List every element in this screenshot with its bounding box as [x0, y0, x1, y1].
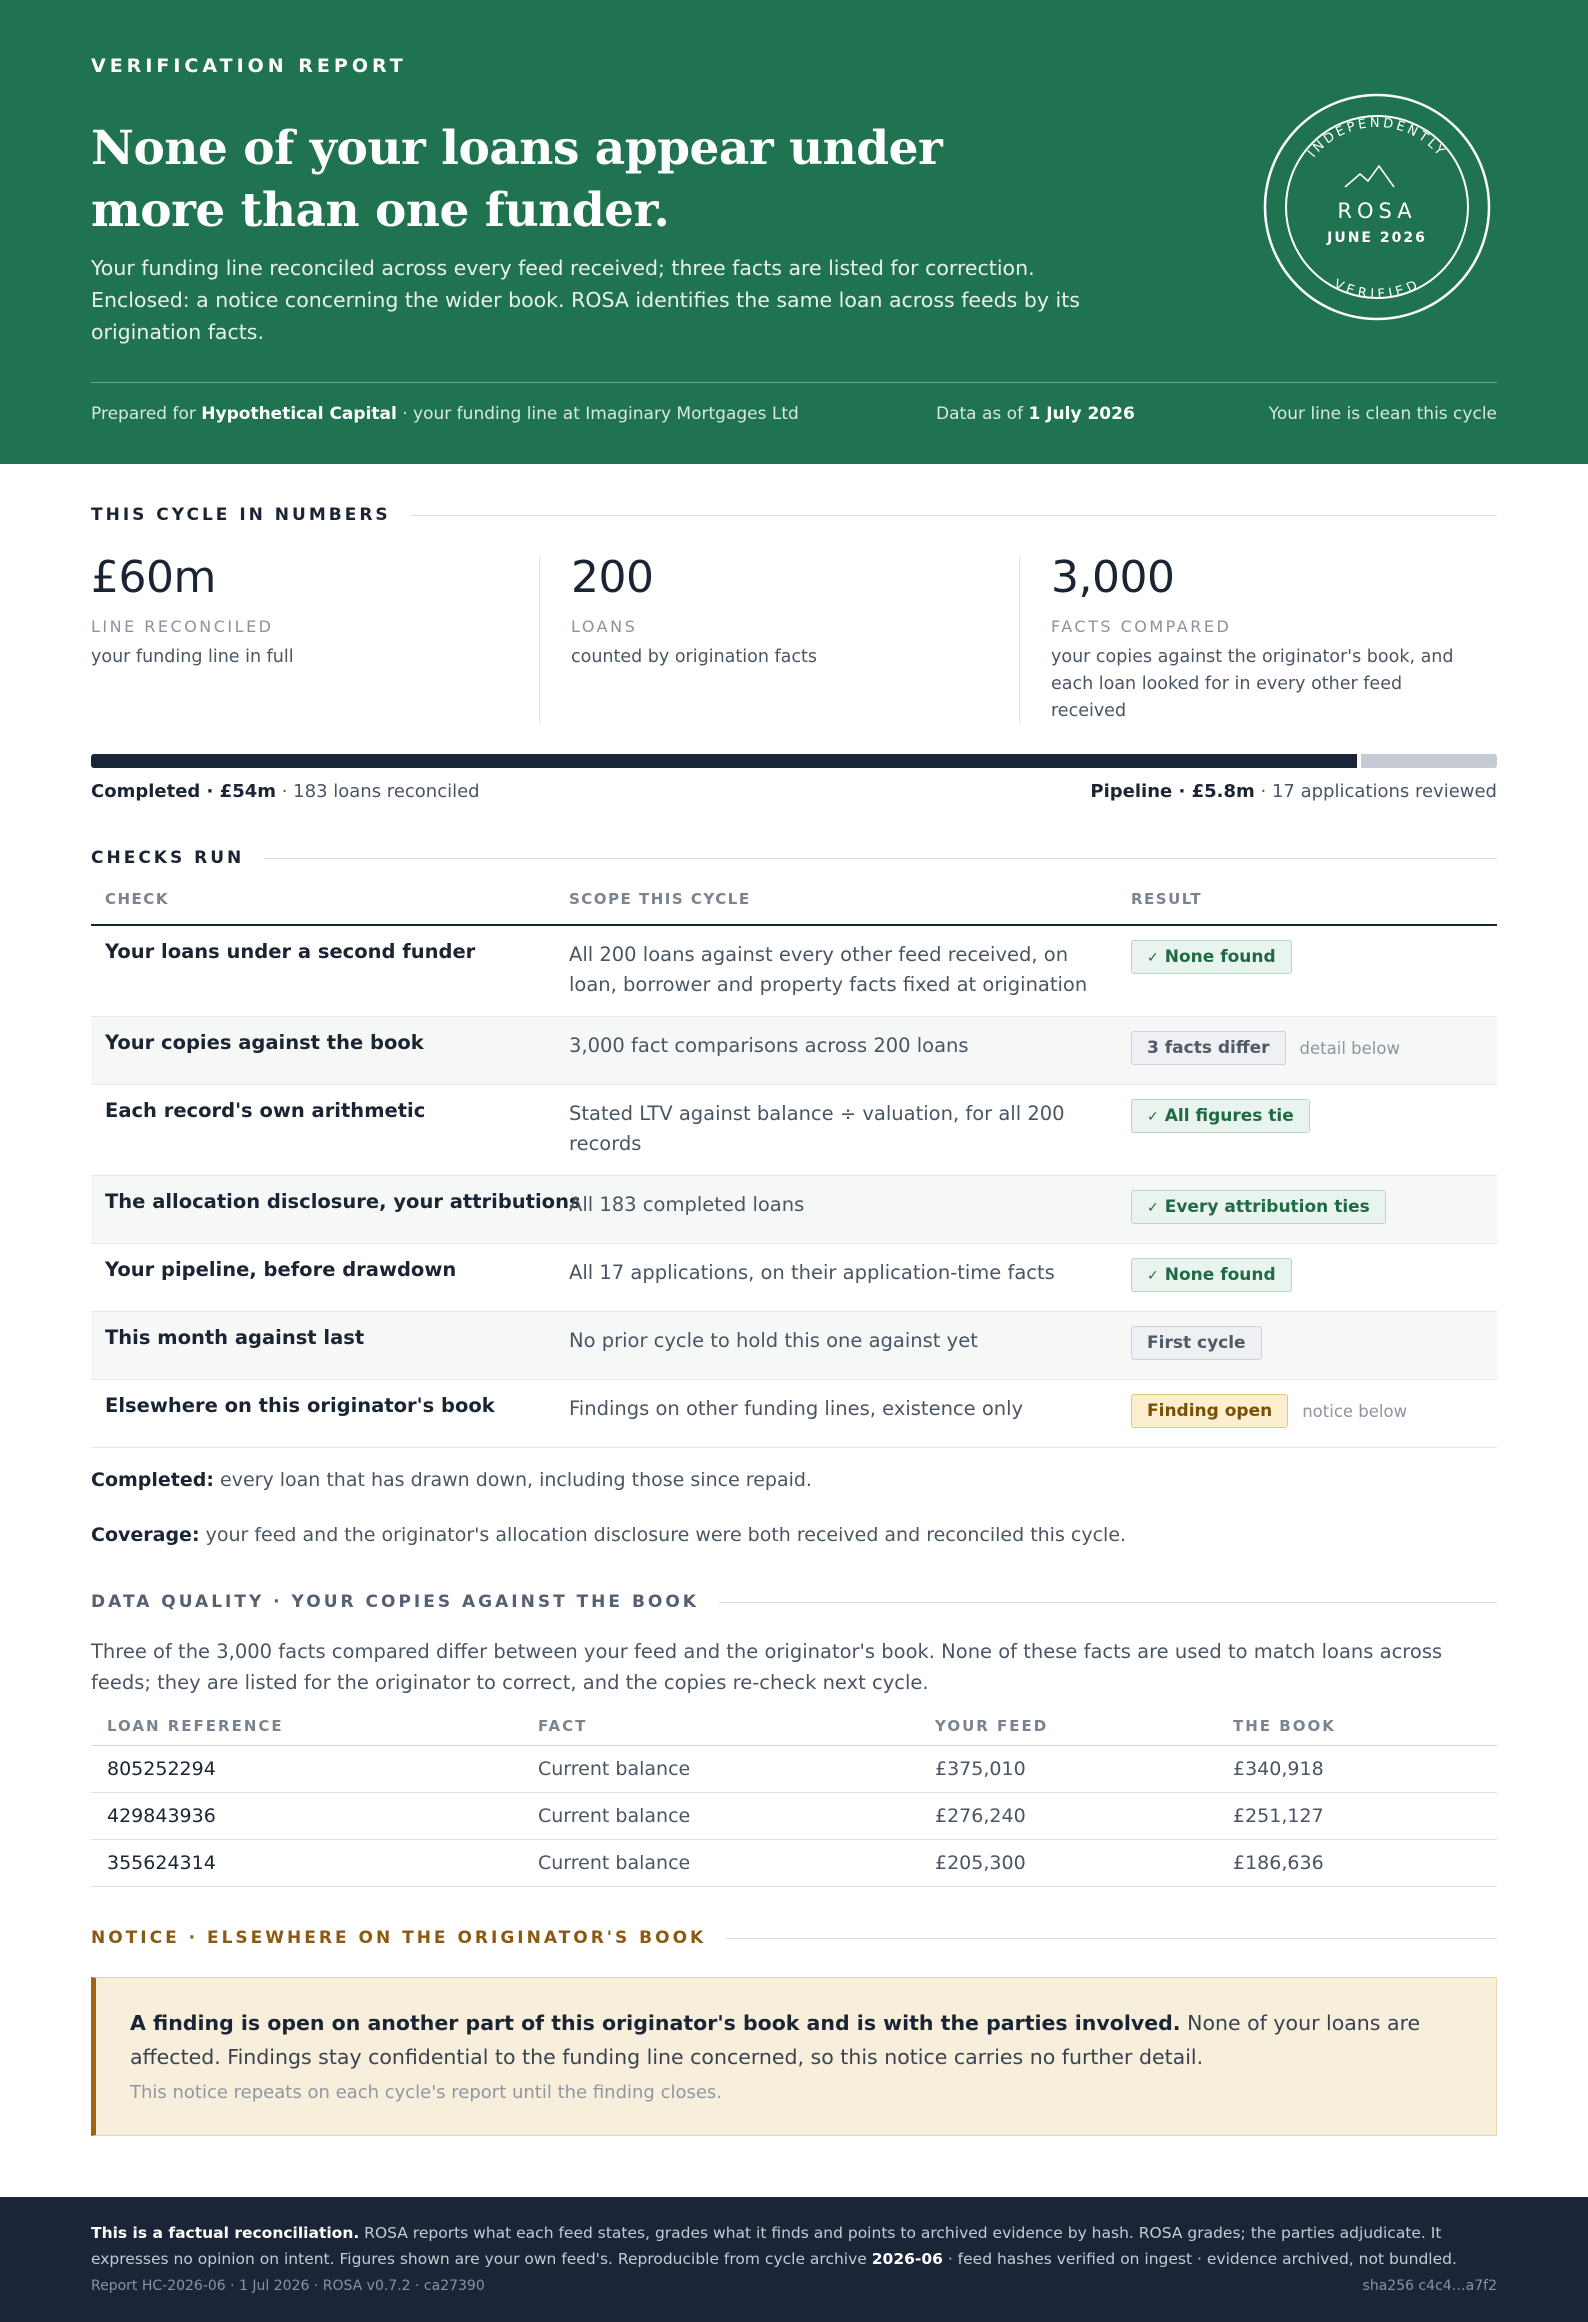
check-scope: Stated LTV against balance ÷ valuation, for all 200 records: [569, 1102, 1065, 1155]
check-name: Each record's own arithmetic: [105, 1099, 426, 1122]
stat-desc: your copies against the originator's book, and each loan looked for in every other feed received: [1051, 647, 1454, 721]
seal-name: ROSA: [1337, 199, 1417, 223]
data-quality-table: [91, 1710, 1497, 1887]
check-result: [1131, 1394, 1407, 1428]
check-result: [1131, 1031, 1400, 1065]
completion-bar: [91, 754, 1497, 768]
column-header: THE BOOK: [1233, 1717, 1336, 1735]
coverage-note: Coverage: your feed and the originator's allocation disclosure were both received and reconciled this cycle.: [91, 1524, 1127, 1546]
status-badge: First cycle: [1131, 1326, 1262, 1360]
table-row: 429843936 Current balance £276,240 £251,127: [91, 1793, 1497, 1840]
stat-loans: [571, 552, 1001, 724]
verified-seal: [1262, 92, 1492, 322]
checks-heading: CHECKS RUN: [91, 848, 1497, 868]
stat-desc: your funding line in full: [91, 647, 294, 667]
check-result: [1131, 1258, 1292, 1292]
status-badge: Finding open: [1131, 1394, 1288, 1428]
result-aside: detail below: [1299, 1038, 1400, 1058]
seal-bottom-text: VERIFIED: [1331, 276, 1423, 302]
column-header: FACT: [538, 1717, 588, 1735]
check-scope: Findings on other funding lines, existence only: [569, 1397, 1024, 1420]
check-scope: 3,000 fact comparisons across 200 loans: [569, 1034, 969, 1057]
stat-line-reconciled: [91, 552, 521, 724]
table-row: [91, 926, 1497, 1017]
check-icon: ✓: [1147, 1200, 1159, 1216]
seal-top-text: INDEPENDENTLY: [1305, 115, 1449, 161]
line-status: Your line is clean this cycle: [1268, 404, 1497, 424]
stat-divider: [1019, 557, 1020, 723]
check-name: Your loans under a second funder: [105, 940, 476, 963]
column-header: LOAN REFERENCE: [107, 1717, 284, 1735]
stat-value: £60m: [91, 552, 216, 603]
mountain-icon: [1345, 166, 1394, 187]
footer-disclaimer: This is a factual reconciliation. ROSA reports what each feed states, grades what it finds and points to archived evidence by hash. ROSA grades; the parties adjudicate. It expresses no opinion on intent. Figures shown are your own feed's. Reproducible from cycle archive 2026-06 · feed hashes verified on ingest · evidence archived, not bundled.: [91, 2224, 1457, 2268]
table-row: [91, 1176, 1497, 1244]
pipeline-label: Pipeline · £5.8m · 17 applications reviewed: [1090, 781, 1497, 802]
check-result: [1131, 1099, 1310, 1133]
check-name: The allocation disclosure, your attributions: [105, 1190, 581, 1213]
column-header: SCOPE THIS CYCLE: [569, 890, 751, 908]
report-title: None of your loans appear under more than one funder.: [91, 121, 943, 238]
column-header: CHECK: [105, 890, 169, 908]
check-scope: No prior cycle to hold this one against yet: [569, 1329, 978, 1352]
status-badge: ✓ Every attribution ties: [1131, 1190, 1386, 1224]
check-name: This month against last: [105, 1326, 365, 1349]
stat-label: LINE RECONCILED: [91, 617, 274, 636]
notice-heading: NOTICE · ELSEWHERE ON THE ORIGINATOR'S BOOK: [91, 1928, 1497, 1948]
footer-meta: [91, 2278, 1497, 2294]
check-result: [1131, 1190, 1386, 1224]
table-row: [91, 1017, 1497, 1085]
check-scope: All 200 loans against every other feed received, on loan, borrower and property facts fixed at origination: [569, 943, 1088, 996]
status-badge: ✓ None found: [1131, 940, 1292, 974]
result-aside: notice below: [1302, 1401, 1408, 1421]
completed-label: Completed · £54m · 183 loans reconciled: [91, 781, 480, 802]
notice-box: [91, 1977, 1497, 2136]
stat-value: 3,000: [1051, 552, 1175, 603]
seal-date: JUNE 2026: [1327, 230, 1427, 246]
column-header: YOUR FEED: [935, 1717, 1049, 1735]
status-badge: ✓ None found: [1131, 1258, 1292, 1292]
prepared-for: Prepared for Hypothetical Capital · your funding line at Imaginary Mortgages Ltd: [91, 404, 799, 424]
table-row: 355624314 Current balance £205,300 £186,636: [91, 1840, 1497, 1887]
stat-divider: [539, 557, 540, 723]
table-row: [91, 1380, 1497, 1448]
completed-note: Completed: every loan that has drawn down, including those since repaid.: [91, 1469, 812, 1491]
table-row: [91, 1312, 1497, 1380]
check-name: Your pipeline, before drawdown: [105, 1258, 457, 1281]
pipeline-segment: [1361, 754, 1497, 768]
stat-desc: counted by origination facts: [571, 647, 817, 667]
stat-value: 200: [571, 552, 654, 603]
stat-label: FACTS COMPARED: [1051, 617, 1232, 636]
check-icon: ✓: [1147, 1268, 1159, 1284]
data-quality-heading: DATA QUALITY · YOUR COPIES AGAINST THE BOOK: [91, 1592, 1497, 1612]
status-badge: 3 facts differ: [1131, 1031, 1286, 1065]
completed-segment: [91, 754, 1357, 768]
report-id: Report HC-2026-06 · 1 Jul 2026 · ROSA v0.7.2 · ca27390: [91, 2278, 485, 2294]
data-quality-intro: Three of the 3,000 facts compared differ between your feed and the originator's book. None of these facts are used to match loans across feeds; they are listed for the originator to correct, and the copies re-check next cycle.: [91, 1640, 1443, 1694]
status-badge: ✓ All figures tie: [1131, 1099, 1310, 1133]
header-divider: [91, 382, 1497, 383]
check-scope: All 183 completed loans: [569, 1193, 805, 1216]
numbers-heading: THIS CYCLE IN NUMBERS: [91, 505, 1497, 525]
data-as-of: Data as of 1 July 2026: [936, 404, 1135, 424]
checks-body: [91, 926, 1497, 1448]
svg-text:INDEPENDENTLY: [1305, 116, 1449, 161]
report-eyebrow: VERIFICATION REPORT: [91, 55, 407, 77]
table-row: [91, 1085, 1497, 1176]
report-header: [0, 0, 1588, 464]
checks-table: [91, 880, 1497, 1448]
check-result: [1131, 940, 1292, 974]
table-row: [91, 1244, 1497, 1312]
stat-facts-compared: [1051, 552, 1461, 724]
report-footer: [0, 2197, 1588, 2322]
check-name: Your copies against the book: [105, 1031, 424, 1054]
notice-text: A finding is open on another part of this originator's book and is with the parties involved. None of your loans are affected. Findings stay confidential to the funding line concerned, so this notice carries no further detail.: [130, 2011, 1421, 2069]
table-row: 805252294 Current balance £375,010 £340,918: [91, 1746, 1497, 1793]
column-header: RESULT: [1131, 890, 1203, 908]
check-scope: All 17 applications, on their application-time facts: [569, 1261, 1055, 1284]
check-icon: ✓: [1147, 1109, 1159, 1125]
check-name: Elsewhere on this originator's book: [105, 1394, 495, 1417]
dq-header-row: [91, 1710, 1497, 1746]
report-hash: sha256 c4c4…a7f2: [1362, 2278, 1497, 2294]
check-icon: ✓: [1147, 950, 1159, 966]
client-name: Hypothetical Capital: [201, 404, 397, 424]
notice-subtext: This notice repeats on each cycle's report until the finding closes.: [130, 2082, 723, 2103]
check-result: [1131, 1326, 1262, 1360]
report-subtitle: Your funding line reconciled across every feed received; three facts are listed for correction. Enclosed: a notice concerning the wider book. ROSA identifies the same loan across feeds by its origination facts.: [91, 256, 1080, 344]
checks-header-row: [91, 880, 1497, 926]
stat-label: LOANS: [571, 617, 638, 636]
